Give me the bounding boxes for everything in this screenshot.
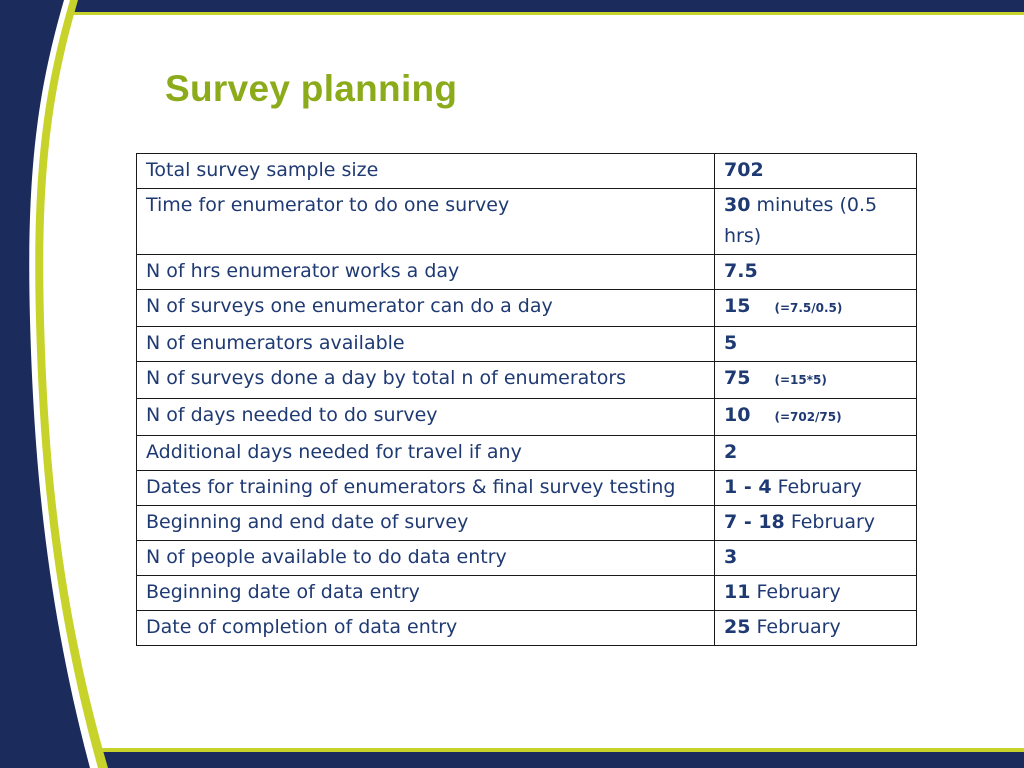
value-formula-note: (=702/75): [774, 410, 842, 424]
row-label: N of surveys one enumerator can do a day: [137, 290, 715, 327]
row-value: [715, 189, 917, 255]
value-number: 7 - 18: [724, 511, 785, 533]
table-row: [137, 576, 917, 611]
value-number: 25: [724, 616, 751, 638]
row-label: Date of completion of data entry: [137, 611, 715, 646]
value-number: 2: [724, 441, 738, 463]
table-row: [137, 154, 917, 189]
value-number: 75: [724, 367, 751, 389]
table-row: [137, 362, 917, 399]
value-number: 5: [724, 332, 738, 354]
row-label: Additional days needed for travel if any: [137, 436, 715, 471]
table-row: [137, 541, 917, 576]
value-number: 3: [724, 546, 738, 568]
row-value: [715, 327, 917, 362]
row-label: Dates for training of enumerators & final survey testing: [137, 471, 715, 506]
value-number: 702: [724, 159, 764, 181]
row-label: Beginning and end date of survey: [137, 506, 715, 541]
row-value: [715, 399, 917, 436]
table-row: [137, 327, 917, 362]
top-accent-line: [0, 12, 1024, 15]
row-value: [715, 436, 917, 471]
top-band: [0, 0, 1024, 12]
row-value: [715, 541, 917, 576]
table-row: [137, 471, 917, 506]
table-row: [137, 611, 917, 646]
table-row: [137, 399, 917, 436]
bottom-accent-line: [0, 748, 1024, 752]
row-value: [715, 506, 917, 541]
survey-planning-table: [136, 153, 917, 646]
row-value: [715, 471, 917, 506]
value-formula-note: (=15*5): [774, 373, 827, 387]
row-label: Time for enumerator to do one survey: [137, 189, 715, 255]
value-text: February: [750, 581, 841, 603]
table-row: [137, 506, 917, 541]
value-number: 11: [724, 581, 751, 603]
row-label: N of surveys done a day by total n of enumerators: [137, 362, 715, 399]
value-number: 15: [724, 295, 751, 317]
bottom-band: [0, 752, 1024, 768]
row-label: Beginning date of data entry: [137, 576, 715, 611]
value-number: 10: [724, 404, 751, 426]
table-row: [137, 290, 917, 327]
table-row: [137, 189, 917, 255]
value-number: 30: [724, 194, 751, 216]
value-text: February: [784, 511, 876, 533]
value-text: February: [750, 616, 841, 638]
value-formula-note: (=7.5/0.5): [774, 301, 843, 315]
row-label: N of people available to do data entry: [137, 541, 715, 576]
row-value: [715, 576, 917, 611]
value-number: 7.5: [724, 260, 758, 282]
value-text: minutes (0.5 hrs): [724, 194, 878, 247]
table-row: [137, 255, 917, 290]
value-number: 1 - 4: [724, 476, 772, 498]
row-value: [715, 154, 917, 189]
page-title: Survey planning: [165, 68, 458, 109]
row-value: [715, 611, 917, 646]
row-label: N of enumerators available: [137, 327, 715, 362]
row-label: N of hrs enumerator works a day: [137, 255, 715, 290]
row-label: N of days needed to do survey: [137, 399, 715, 436]
table-row: [137, 436, 917, 471]
row-value: [715, 362, 917, 399]
row-value: [715, 255, 917, 290]
row-label: Total survey sample size: [137, 154, 715, 189]
value-text: February: [771, 476, 862, 498]
row-value: [715, 290, 917, 327]
